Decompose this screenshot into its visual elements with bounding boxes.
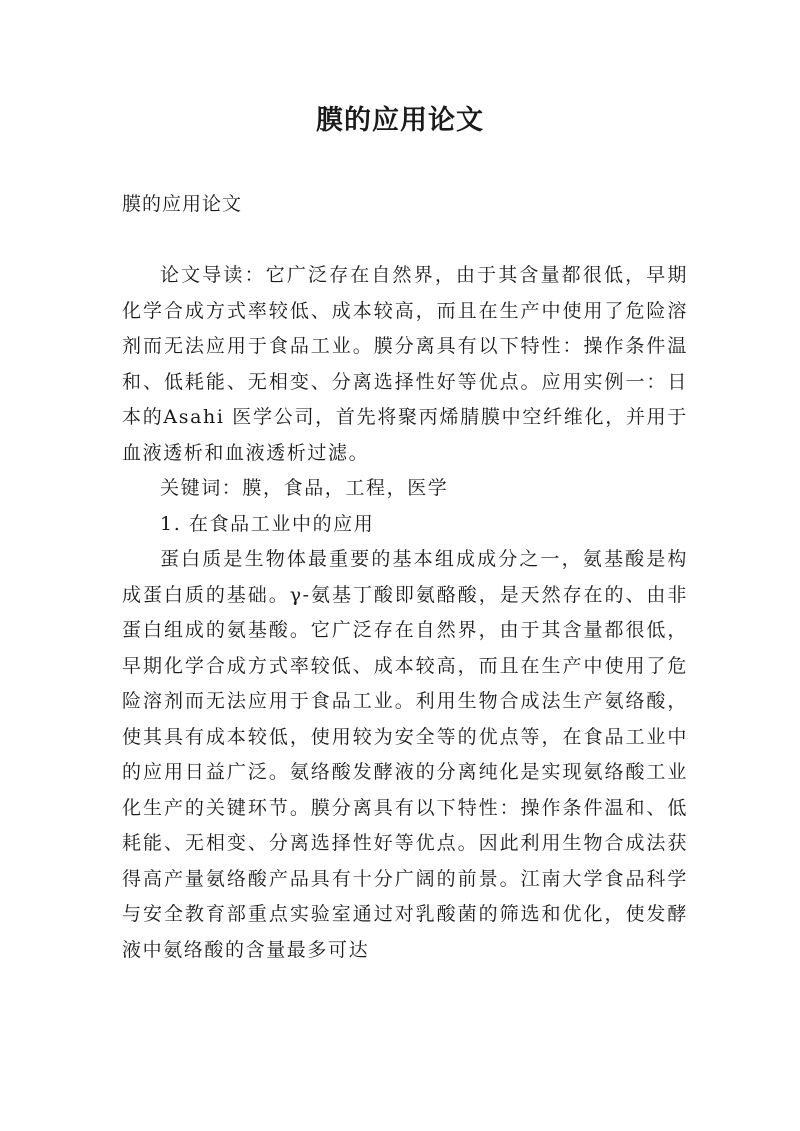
body-paragraph: 蛋白质是生物体最重要的基本组成成分之一，氨基酸是构成蛋白质的基础。γ-氨基丁酸即氨酪酸，是天然存在的、由非蛋白组成的氨基酸。它广泛存在自然界，由于其含量都很低，早期化学合成方式率较低、成本较高，而且在生产中使用了危险溶剂而无法应用于食品工业。利用生物合成法生产氨络酸，使其具有成本较低，使用较为安全等的优点等，在食品工业中的应用日益广泛。氨络酸发酵液的分离纯化是实现氨络酸工业化生产的关键环节。膜分离具有以下特性：操作条件温和、低耗能、无相变、分离选择性好等优点。因此利用生物合成法获得高产量氨络酸产品具有十分广阔的前景。江南大学食品科学与安全教育部重点实验室通过对乳酸菌的筛选和优化，使发酵液中氨络酸的含量最多可达 <box>122 548 688 961</box>
keywords-paragraph: 关键词：膜，食品，工程，医学 <box>160 477 449 499</box>
document-subtitle: 膜的应用论文 <box>122 193 243 215</box>
abstract-paragraph: 论文导读：它广泛存在自然界，由于其含量都很低，早期化学合成方式率较低、成本较高，而且在生产中使用了危险溶剂而无法应用于食品工业。膜分离具有以下特性：操作条件温和、低耗能、无相变、分离选择性好等优点。应用实例一：日本的Asahi 医学公司，首先将聚丙烯腈膜中空纤维化，并用于血液透析和血液透析过滤。 <box>122 264 688 464</box>
document-body <box>122 258 688 968</box>
document-title: 膜的应用论文 <box>316 105 484 136</box>
section-heading: 1. 在食品工业中的应用 <box>160 512 375 535</box>
